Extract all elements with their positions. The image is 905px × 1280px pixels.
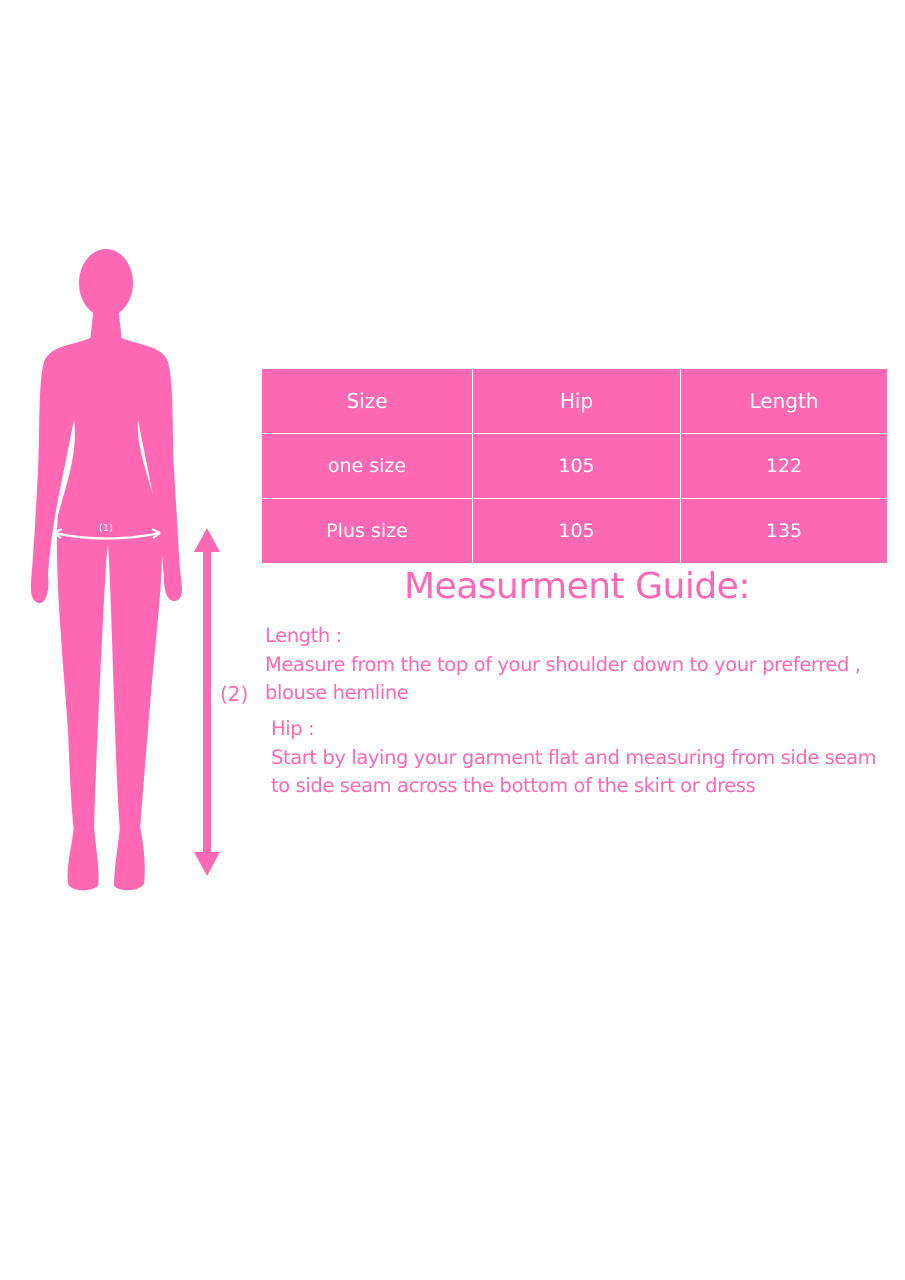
hip-marker-label: (1) [98,523,114,534]
hip-description-line2: to side seam across the bottom of the skirt or dress [271,774,756,797]
header-hip: Hip [473,369,681,434]
header-size: Size [262,369,473,434]
length-description-line1: Measure from the top of your shoulder down to your preferred , [265,653,861,676]
length-description-line2: blouse hemline [265,681,409,704]
hip-heading: Hip : [271,717,315,740]
hip-description-line1: Start by laying your garment flat and measuring from side seam [271,746,877,769]
cell-length: 122 [681,434,888,499]
woman-silhouette [31,249,182,890]
cell-size: one size [262,434,473,499]
table-row [262,499,888,564]
length-double-arrow-icon [194,528,220,876]
cell-hip: 105 [473,499,681,564]
cell-size: Plus size [262,499,473,564]
length-marker-label: (2) [220,682,249,706]
table-header-row [262,369,888,434]
guide-title: Measurment Guide: [404,566,750,607]
header-length: Length [681,369,888,434]
table-row [262,434,888,499]
size-chart-table [261,368,888,564]
length-heading: Length : [265,624,342,647]
cell-hip: 105 [473,434,681,499]
cell-length: 135 [681,499,888,564]
